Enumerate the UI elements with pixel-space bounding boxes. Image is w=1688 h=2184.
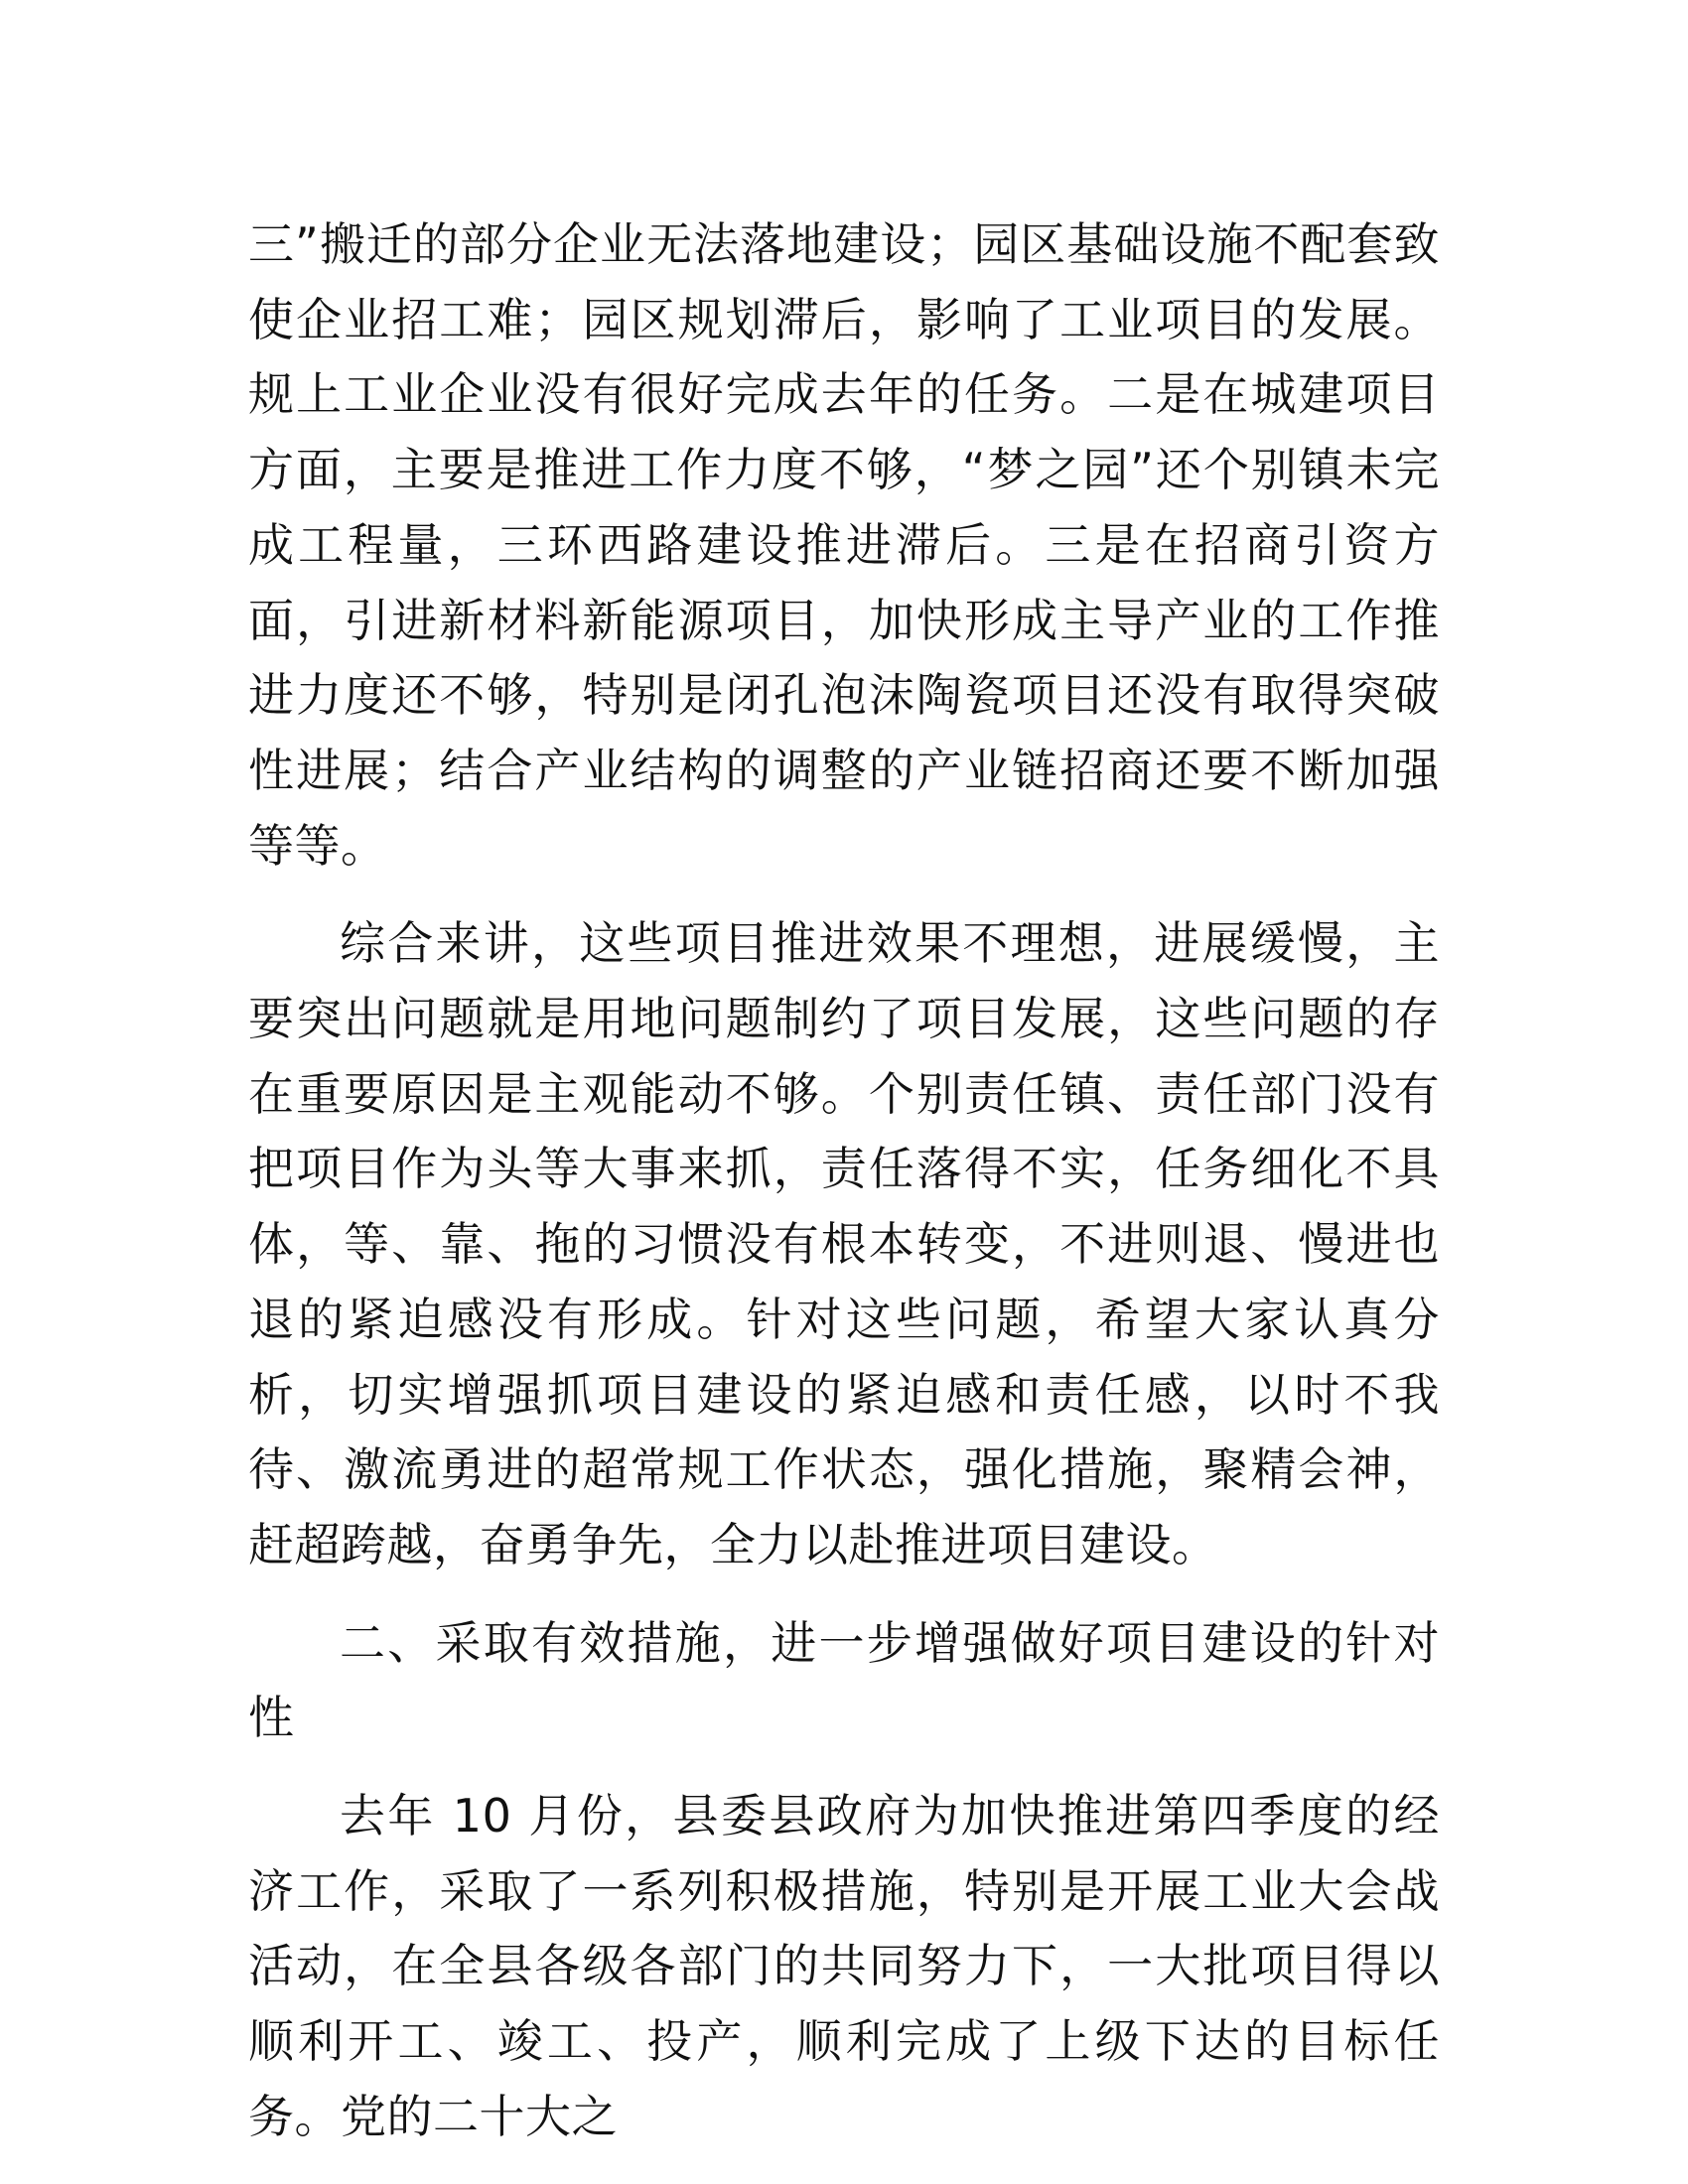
paragraph-measures: 去年 10 月份，县委县政府为加快推进第四季度的经济工作，采取了一系列积极措施，特别是开展工业大会战活动，在全县各级各部门的共同努力下，一大批项目得以顺利开工、竣工、投产，顺利完成了上级下达的目标任务。党的二十大之 [248,1789,1440,2143]
paragraph-continued: 三”搬迁的部分企业无法落地建设；园区基础设施不配套致使企业招工难；园区规划滞后，影响了工业项目的发展。规上工业企业没有很好完成去年的任务。二是在城建项目方面，主要是推进工作力度不够，“梦之园”还个别镇未完成工程量，三环西路建设推进滞后。三是在招商引资方面，引进新材料新能源项目，加快形成主导产业的工作推进力度还不够，特别是闭孔泡沫陶瓷项目还没有取得突破性进展；结合产业结构的调整的产业链招商还要不断加强等等。 [248,217,1440,873]
document-body [248,207,1440,2155]
section-heading: 二、采取有效措施，进一步增强做好项目建设的针对性 [248,1615,1440,1745]
paragraph-summary: 综合来讲，这些项目推进效果不理想，进展缓慢，主要突出问题就是用地问题制约了项目发展，这些问题的存在重要原因是主观能动不够。个别责任镇、责任部门没有把项目作为头等大事来抓，责任落得不实，任务细化不具体，等、靠、拖的习惯没有根本转变，不进则退、慢进也退的紧迫感没有形成。针对这些问题，希望大家认真分析，切实增强抓项目建设的紧迫感和责任感，以时不我待、激流勇进的超常规工作状态，强化措施，聚精会神，赶超跨越，奋勇争先，全力以赴推进项目建设。 [248,916,1440,1571]
